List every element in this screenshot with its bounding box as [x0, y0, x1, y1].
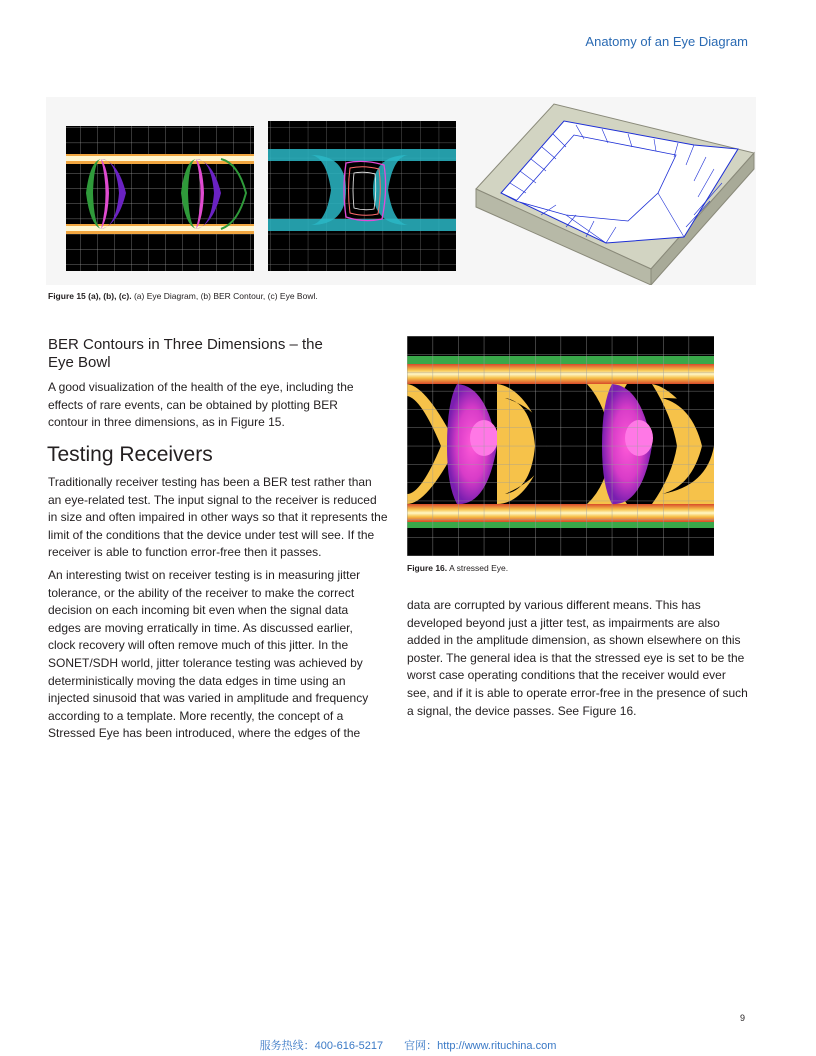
testing-receivers-heading: Testing Receivers [47, 443, 213, 466]
page-number: 9 [740, 1013, 746, 1023]
eye-bowl-paragraph: A good visualization of the health of the eye, including the effects of rare events, can be obtained by plotting BER contour in three dimensions, as in Figure 15. [48, 380, 354, 430]
running-header: Anatomy of an Eye Diagram [585, 34, 748, 49]
figure-15 [46, 97, 756, 285]
footer-website-link[interactable]: 官网：http://www.rituchina.com [404, 1040, 557, 1052]
stressed-eye-image [407, 336, 714, 556]
eye-diagram-image [66, 126, 254, 271]
figure-16-label: Figure 16. [407, 563, 448, 573]
testing-paragraph-1: Traditionally receiver testing has been a BER test rather than an eye-related test. The input signal to the receiver is reduced in size and often impaired in other ways so that it represents the limit of the conditions that the device under test will see. If the receiver is able to function error-free then it passes. [48, 475, 388, 560]
figure-16-caption-text: A stressed Eye. [449, 563, 509, 573]
figure-15-caption [48, 291, 318, 301]
ber-contour-image [268, 121, 456, 271]
eye-bowl-heading: BER Contours in Three Dimensions – the Eye Bowl [48, 336, 323, 371]
eye-bowl-image [476, 104, 754, 285]
figure-16-caption [407, 563, 508, 573]
figure-15-caption-text: (a) Eye Diagram, (b) BER Contour, (c) Eye Bowl. [133, 291, 318, 301]
testing-paragraph-2: An interesting twist on receiver testing is in measuring jitter tolerance, or the ability of the receiver to make the correct decision on each incoming bit even when the signal data edges are moving erratically in time. As discussed earlier, clock recovery will often remove much of this jitter. In the SONET/SDH world, jitter tolerance testing was achieved by deterministically moving the data edges in time using an injected sinusoid that was varied in amplitude and frequency according to a template. More recently, the concept of a Stressed Eye has been introduced, where the edges of the [48, 568, 369, 741]
footer [0, 1037, 816, 1053]
testing-paragraph-3: data are corrupted by various different means. This has developed beyond just a jitter test, as impairments are also added in the amplitude dimension, as shown elsewhere on this poster. The general idea is that the stressed eye is set to be the worst case operating conditions that the receiver would ever see, and if it is able to operate error-free in the presence of such a signal, the device passes. See Figure 16. [407, 598, 748, 718]
figure-15-label: Figure 15 (a), (b), (c). [48, 291, 132, 301]
footer-hotline: 服务热线：400-616-5217 [259, 1040, 384, 1052]
